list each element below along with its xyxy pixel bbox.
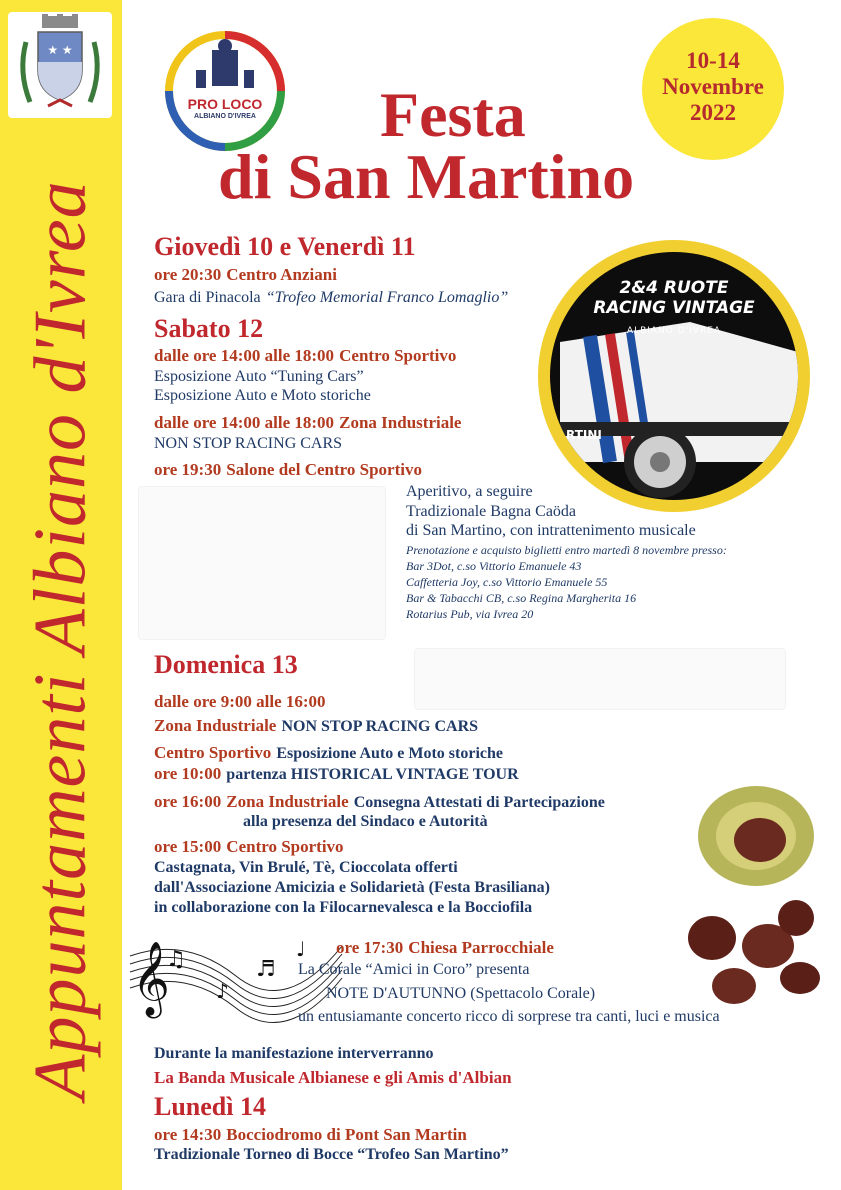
domenica-time-5: ore 16:00 xyxy=(154,792,222,811)
domenica-6-line1: Castagnata, Vin Brulé, Tè, Cioccolata offerti xyxy=(154,859,458,876)
badge-inner xyxy=(550,252,798,500)
domenica-row-3 xyxy=(154,743,503,763)
sabato-e3-line2: Tradizionale Bagna Caöda xyxy=(406,503,577,520)
heading-sabato: Sabato 12 xyxy=(154,314,264,343)
domenica-place-3: Centro Sportivo xyxy=(154,743,272,762)
svg-text:♩: ♩ xyxy=(296,937,306,961)
booking-place-4: Rotarius Pub, via Ivrea 20 xyxy=(406,607,534,621)
pro-loco-logo xyxy=(162,30,288,152)
domenica-7-line1: La Corale “Amici in Coro” presenta xyxy=(298,961,530,978)
badge-line2: RACING VINTAGE xyxy=(593,298,755,318)
date-range: 10-14 xyxy=(686,48,740,73)
giovedi-desc-italic: “Trofeo Memorial Franco Lomaglio” xyxy=(265,289,509,306)
domenica-time-6: ore 15:00 xyxy=(154,837,222,856)
pro-loco-subtext: ALBIANO D'IVREA xyxy=(194,113,256,120)
svg-text:♪: ♪ xyxy=(216,979,229,1003)
domenica-text-3: Esposizione Auto e Moto storiche xyxy=(276,745,504,762)
heading-lunedi: Lunedì 14 xyxy=(154,1092,266,1121)
domenica-place-5: Zona Industriale xyxy=(226,792,349,811)
giovedi-desc-row xyxy=(154,287,508,307)
domenica-place-7: Chiesa Parrocchiale xyxy=(408,938,554,957)
sabato-e2-row xyxy=(154,413,461,433)
domenica-row-6 xyxy=(154,837,344,857)
giovedi-place: Centro Anziani xyxy=(226,265,337,284)
durante-line1: Durante la manifestazione interverranno xyxy=(154,1045,434,1062)
domenica-text-2: NON STOP RACING CARS xyxy=(281,718,479,735)
sabato-e1-place: Centro Sportivo xyxy=(339,346,457,365)
heading-giovedi: Giovedì 10 e Venerdì 11 xyxy=(154,232,416,261)
sabato-e2-time: dalle ore 14:00 alle 18:00 xyxy=(154,413,335,432)
pro-loco-text: PRO LOCO xyxy=(187,96,263,112)
badge-line1: 2&4 RUOTE xyxy=(619,278,729,298)
domenica-hours: dalle ore 9:00 alle 16:00 xyxy=(154,692,326,711)
booking-place-2: Caffetteria Joy, c.so Vittorio Emanuele 55 xyxy=(406,575,608,589)
svg-text:𝄞: 𝄞 xyxy=(132,942,170,1016)
sabato-e1-line2: Esposizione Auto e Moto storiche xyxy=(154,387,371,404)
domenica-row-5 xyxy=(154,792,605,812)
sabato-e1-time: dalle ore 14:00 alle 18:00 xyxy=(154,346,335,365)
booking-place-3: Bar & Tabacchi CB, c.so Regina Margherita 16 xyxy=(406,591,637,605)
car-livery-text: RTINI xyxy=(566,428,602,442)
heading-domenica: Domenica 13 xyxy=(154,650,298,679)
domenica-7-line3: un entusiamante concerto ricco di sorprese tra canti, luci e musica xyxy=(298,1008,720,1025)
lunedi-time: ore 14:30 xyxy=(154,1125,222,1144)
vertical-title: Appuntamenti Albiano d'Ivrea xyxy=(19,180,102,1100)
racing-vintage-badge xyxy=(538,240,810,512)
badge-line3: ALBIANO D'IVREA xyxy=(626,326,722,336)
title-festa: Festa xyxy=(380,79,526,150)
domenica-text-4: partenza HISTORICAL VINTAGE TOUR xyxy=(226,766,519,783)
lunedi-desc: Tradizionale Torneo di Bocce “Trofeo San Martino” xyxy=(154,1146,509,1163)
blank-image-placeholder xyxy=(138,486,386,640)
lunedi-row xyxy=(154,1125,467,1145)
domenica-6-line3: in collaborazione con la Filocarnevalesca e la Bocciofila xyxy=(154,899,533,916)
durante-line2: La Banda Musicale Albianese e gli Amis d'Albian xyxy=(154,1068,512,1087)
sabato-e2-line1: NON STOP RACING CARS xyxy=(154,435,343,452)
sabato-e3-time: ore 19:30 xyxy=(154,460,222,479)
domenica-time-4: ore 10:00 xyxy=(154,764,222,783)
sabato-e3-place: Salone del Centro Sportivo xyxy=(226,460,422,479)
sabato-e1-line1: Esposizione Auto “Tuning Cars” xyxy=(154,368,364,385)
lunedi-place: Bocciodromo di Pont San Martin xyxy=(226,1125,467,1144)
domenica-place-2: Zona Industriale xyxy=(154,716,277,735)
domenica-time-7: ore 17:30 xyxy=(336,938,404,957)
domenica-text-5: Consegna Attestati di Partecipazione xyxy=(353,794,605,811)
svg-text:♬: ♬ xyxy=(256,957,276,982)
sabato-e1-row xyxy=(154,346,456,366)
date-year: 2022 xyxy=(690,100,736,125)
giovedi-desc: Gara di Pinacola xyxy=(154,289,261,306)
domenica-row-2 xyxy=(154,716,478,736)
sabato-e3-row xyxy=(154,460,422,480)
sabato-e2-place: Zona Industriale xyxy=(339,413,462,432)
domenica-row-4 xyxy=(154,764,519,784)
domenica-7-line2: NOTE D'AUTUNNO (Spettacolo Corale) xyxy=(326,985,596,1002)
title-san-martino: di San Martino xyxy=(218,141,635,212)
domenica-text-5b: alla presenza del Sindaco e Autorità xyxy=(243,813,488,830)
domenica-6-line2: dall'Associazione Amicizia e Solidarietà (Festa Brasiliana) xyxy=(154,879,550,896)
chestnuts-icon xyxy=(676,778,826,1028)
giovedi-time: ore 20:30 xyxy=(154,265,222,284)
sabato-e3-line1: Aperitivo, a seguire xyxy=(406,483,533,500)
svg-text:♫: ♫ xyxy=(166,947,186,972)
blank-box xyxy=(414,648,786,710)
booking-note: Prenotazione e acquisto biglietti entro martedì 8 novembre presso: xyxy=(406,543,727,557)
booking-place-1: Bar 3Dot, c.so Vittorio Emanuele 43 xyxy=(406,559,582,573)
date-badge xyxy=(642,18,784,160)
svg-text:★ ★: ★ ★ xyxy=(47,43,73,57)
giovedi-time-row xyxy=(154,265,337,285)
domenica-place-6: Centro Sportivo xyxy=(226,837,344,856)
domenica-row-7 xyxy=(336,938,554,958)
municipal-crest-icon xyxy=(8,12,112,118)
date-month: Novembre xyxy=(662,74,764,99)
sabato-e3-line3: di San Martino, con intrattenimento musicale xyxy=(406,522,696,539)
